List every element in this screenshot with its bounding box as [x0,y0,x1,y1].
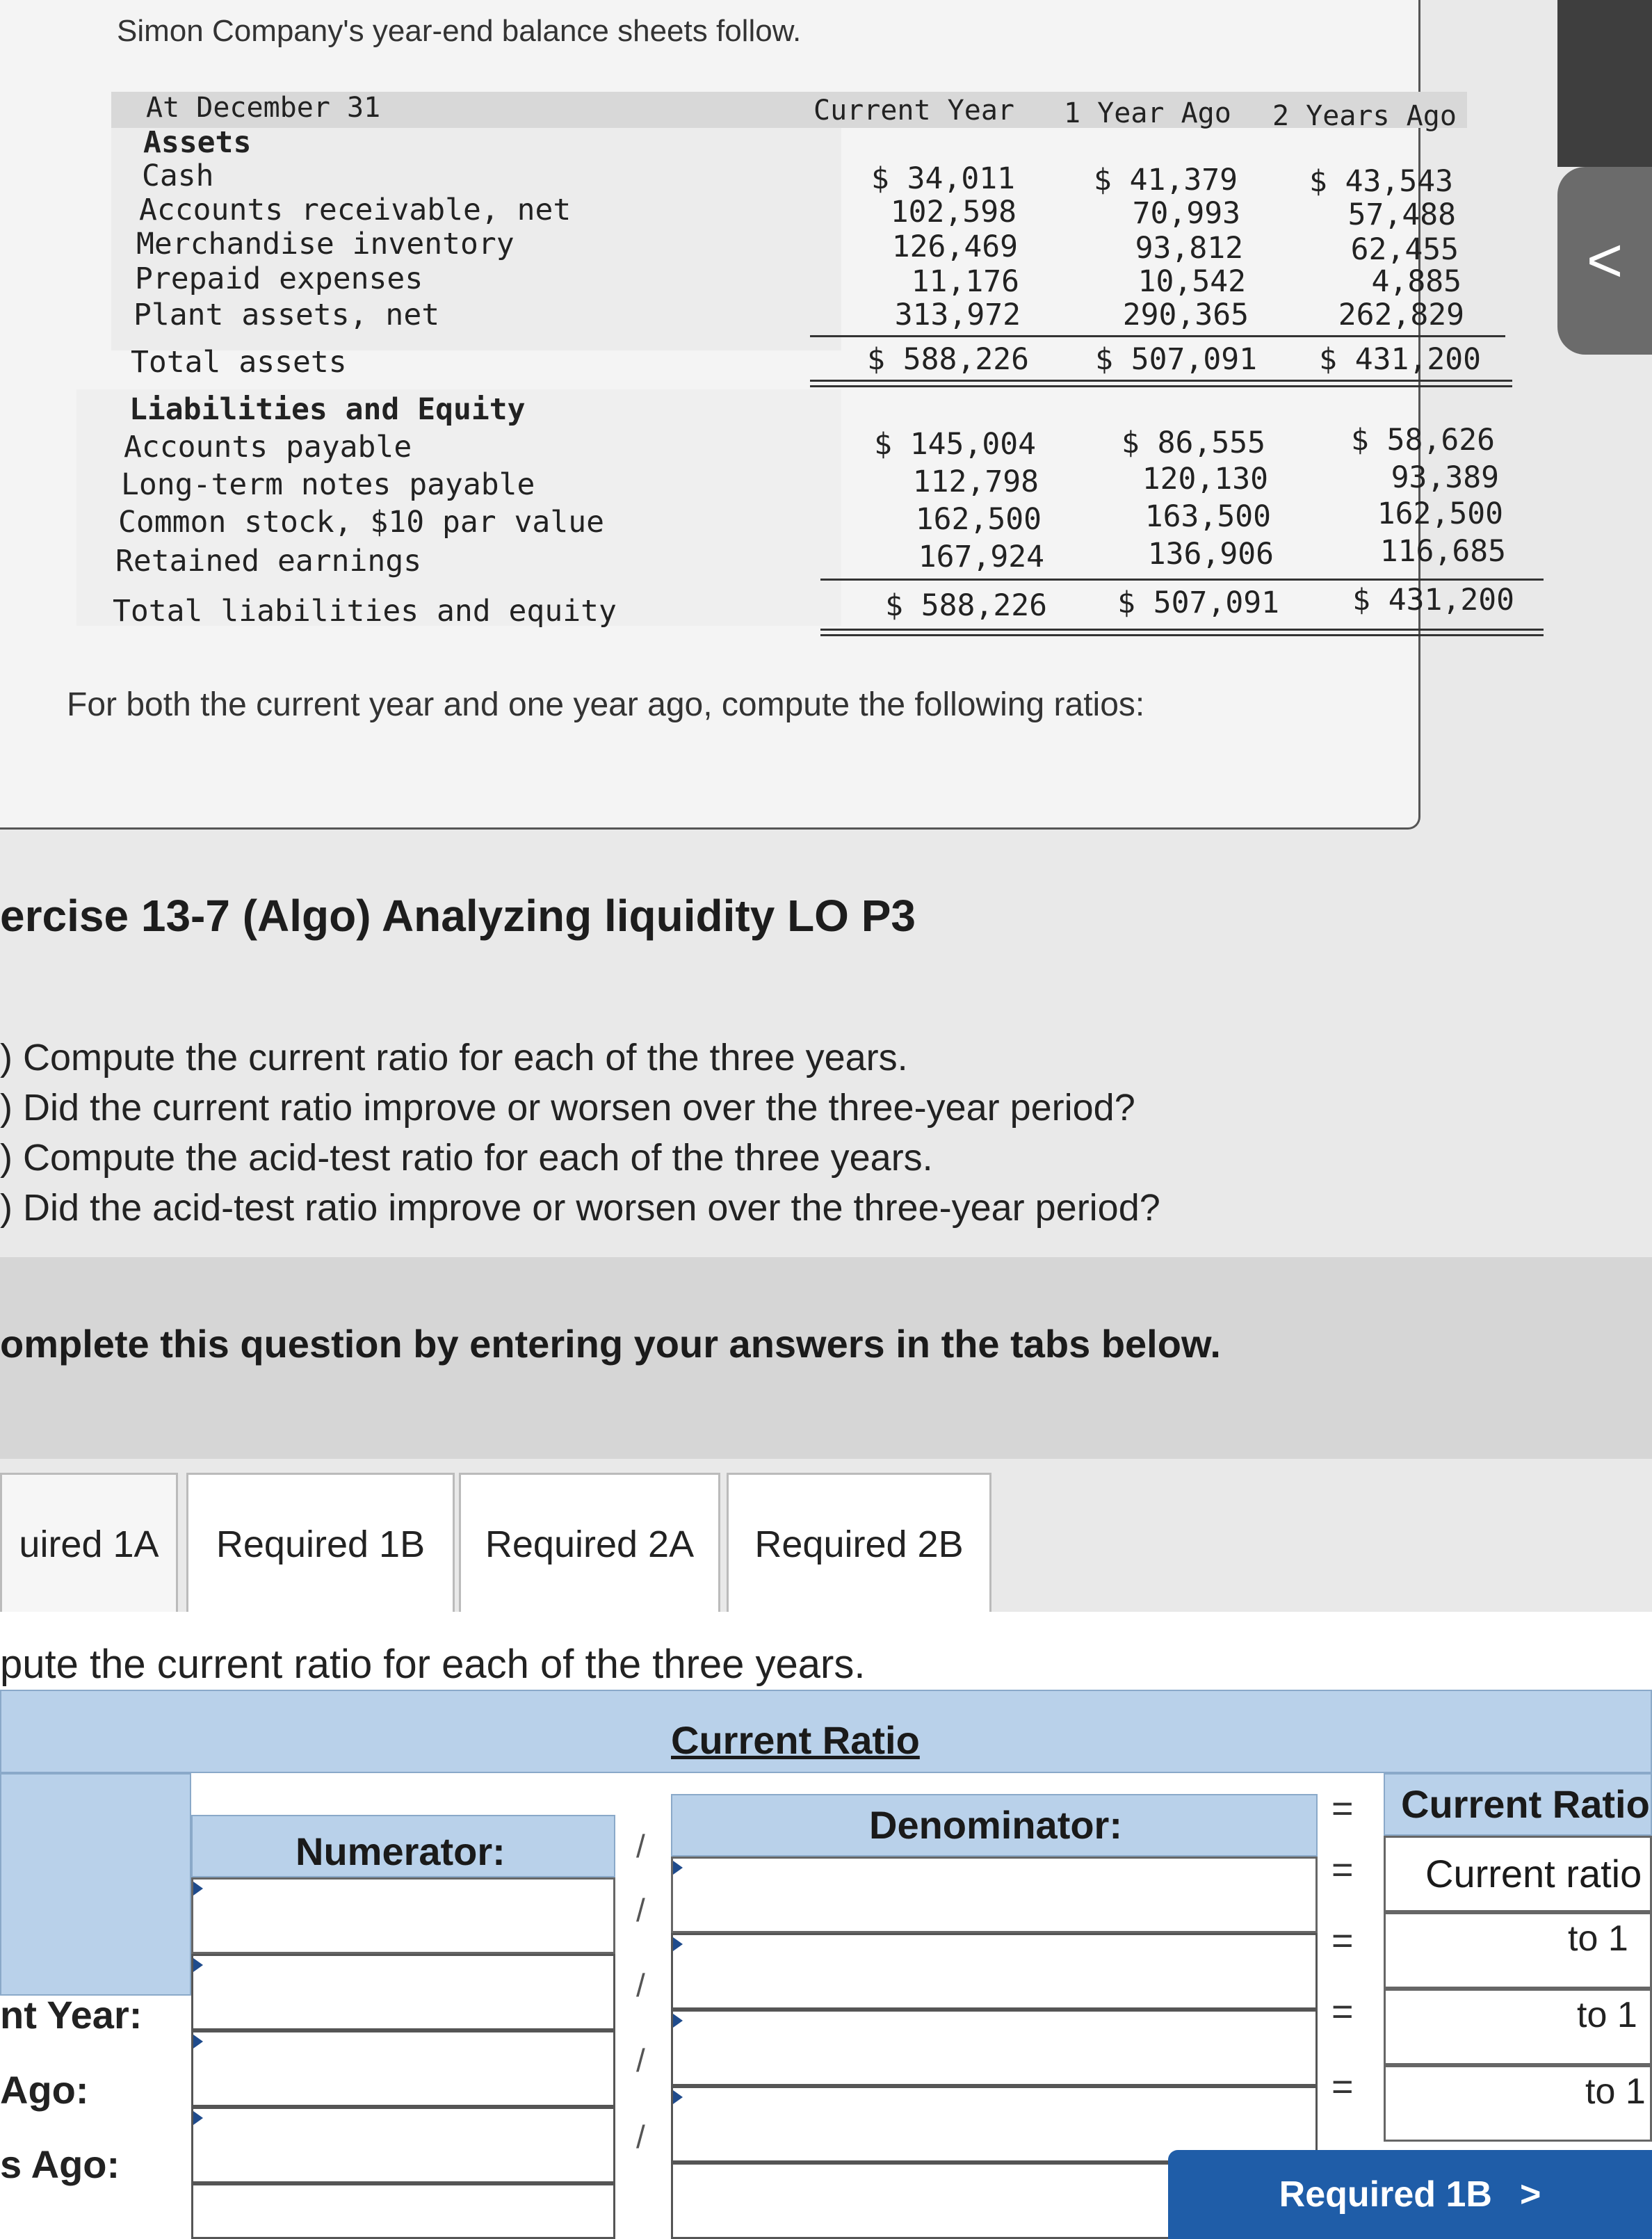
bs-row-label: Merchandise inventory [136,227,515,261]
bs-row-y1: 120,130 [1142,462,1268,496]
bs-subtotal-rule [820,579,1544,581]
bs-total-rule [810,380,1512,382]
requirement-item: ) Did the current ratio improve or worsen over the three-year period? [0,1087,1135,1129]
requirement-item: ) Compute the current ratio for each of the three years. [0,1037,908,1078]
numerator-input[interactable] [191,2183,615,2239]
divide-symbol: / [636,2119,645,2155]
dropdown-marker-icon [673,1861,683,1875]
intro-text: Simon Company's year-end balance sheets follow. [117,14,802,48]
numerator-input[interactable] [191,1954,615,2030]
bs-row-y1: 290,365 [1122,298,1249,332]
instructions-text: omplete this question by entering your answers in the tabs below. [0,1322,1221,1366]
bs-total-liab-y1: $ 507,091 [1117,585,1279,620]
divide-symbol: / [636,1828,645,1864]
row-label-column [0,1773,191,1996]
bs-row-y1: 163,500 [1144,499,1271,534]
bs-row-label: Common stock, $10 par value [118,505,604,540]
numerator-header: Numerator: [295,1829,505,1873]
denominator-input[interactable] [671,2010,1318,2086]
requirement-item: ) Did the acid-test ratio improve or worsen over the three-year period? [0,1187,1160,1229]
numerator-input[interactable] [191,2107,615,2183]
bs-row-cur: 102,598 [890,195,1017,229]
numerator-label-input[interactable] [191,1877,615,1954]
requirement-item: ) Compute the acid-test ratio for each of the three years. [0,1137,933,1179]
numerator-input[interactable] [191,2030,615,2107]
bs-row-y2: $ 58,626 [1350,423,1495,458]
ratios-prompt: For both the current year and one year ago, compute the following ratios: [67,686,1145,723]
bs-row-label: Cash [142,159,214,193]
bs-row-y1: $ 41,379 [1093,163,1238,197]
task-prompt: pute the current ratio for each of the three years. [0,1642,866,1687]
bs-subtotal-rule [810,335,1505,337]
tab-required-1a[interactable]: uired 1A [0,1473,178,1614]
exercise-title: ercise 13-7 (Algo) Analyzing liquidity LO P3 [0,891,916,941]
bs-total-rule [820,629,1544,631]
bs-header-current: Current Year [813,95,1014,127]
denominator-label-input[interactable] [671,1857,1318,1933]
bs-row-label: Accounts payable [124,430,412,464]
bs-total-assets-y1: $ 507,091 [1095,342,1257,377]
dropdown-marker-icon [193,1958,203,1972]
bs-row-label: Retained earnings [115,544,422,579]
dropdown-marker-icon [673,2014,683,2028]
bs-row-cur: 126,469 [891,229,1018,264]
bs-assets-label: Assets [143,125,252,160]
divide-symbol: / [636,2042,645,2078]
bs-row-cur: $ 34,011 [870,161,1015,196]
dropdown-marker-icon [193,2035,203,2048]
tab-required-2b[interactable]: Required 2B [727,1473,991,1614]
chevron-left-icon: < [1586,225,1623,296]
bs-header-date: At December 31 [146,92,381,124]
bs-row-y1: 10,542 [1137,264,1246,299]
equals-symbol: = [1331,2066,1354,2108]
bs-row-label: Long-term notes payable [121,467,535,502]
dropdown-marker-icon [673,2090,683,2104]
bs-row-cur: 162,500 [915,502,1042,537]
dropdown-marker-icon [193,1882,203,1896]
result-header: Current Ratio [1401,1782,1650,1826]
bs-row-cur: 313,972 [894,298,1021,332]
bs-total-rule [820,634,1544,636]
bs-row-y2: 262,829 [1338,298,1464,332]
bs-row-cur: 167,924 [918,540,1044,574]
bs-row-y1: 136,906 [1147,537,1274,572]
bs-liab-label: Liabilities and Equity [129,392,526,427]
bs-header-2y: 2 Years Ago [1272,100,1457,132]
result-sub-header: Current ratio [1425,1852,1642,1896]
bs-total-liab-cur: $ 588,226 [885,588,1047,623]
bs-row-cur: 112,798 [912,464,1039,499]
dropdown-marker-icon [193,2111,203,2125]
problem-card [0,0,1514,830]
bs-row-cur: 11,176 [911,264,1019,299]
bs-row-y2: 4,885 [1371,264,1461,299]
denominator-input[interactable] [671,1933,1318,2010]
equals-symbol: = [1331,1788,1354,1829]
tab-required-1b[interactable]: Required 1B [186,1473,455,1614]
divide-symbol: / [636,1892,645,1928]
to-one-label: to 1 [1585,2071,1646,2112]
collapse-panel-button[interactable] [1557,167,1652,355]
to-one-label: to 1 [1568,1918,1628,1959]
bs-total-assets-y2: $ 431,200 [1319,342,1481,377]
to-one-label: to 1 [1577,1995,1637,2035]
next-required-button[interactable] [1168,2150,1652,2239]
bs-row-y1: $ 86,555 [1121,426,1265,460]
bs-row-y2: 93,389 [1391,460,1499,495]
bs-row-y2: 62,455 [1350,232,1459,267]
next-button-label: Required 1B [1279,2174,1492,2215]
denominator-header: Denominator: [869,1803,1122,1847]
row-label-current-year: nt Year: [0,1993,143,2037]
bs-total-rule [810,385,1512,387]
bs-row-label: Accounts receivable, net [139,193,572,227]
chevron-right-icon: > [1519,2174,1541,2215]
equals-symbol: = [1331,1920,1354,1962]
bs-row-y2: 162,500 [1377,496,1503,531]
bs-total-assets-label: Total assets [131,345,347,380]
bs-row-cur: $ 145,004 [874,427,1036,462]
equals-symbol: = [1331,1991,1354,2032]
bs-total-liab-label: Total liabilities and equity [113,594,617,629]
bs-header-1y: 1 Year Ago [1064,97,1231,129]
dropdown-marker-icon [673,1937,683,1951]
divide-symbol: / [636,1967,645,2003]
bs-row-y2: 116,685 [1379,534,1506,569]
bs-row-y1: 70,993 [1132,196,1240,231]
bs-row-y1: 93,812 [1135,231,1243,266]
equals-symbol: = [1331,1849,1354,1891]
bs-total-assets-cur: $ 588,226 [867,342,1029,377]
bs-row-label: Plant assets, net [133,298,440,332]
tab-required-2a[interactable]: Required 2A [459,1473,720,1614]
background-edge [1557,0,1652,167]
bs-row-y2: $ 43,543 [1309,164,1453,199]
bs-row-y2: 57,488 [1347,197,1456,232]
row-label-1-year-ago: Ago: [0,2068,89,2112]
row-label-2-years-ago: s Ago: [0,2142,120,2186]
bs-row-label: Prepaid expenses [135,261,423,296]
bs-total-liab-y2: $ 431,200 [1352,583,1514,617]
table-title: Current Ratio [671,1718,920,1762]
